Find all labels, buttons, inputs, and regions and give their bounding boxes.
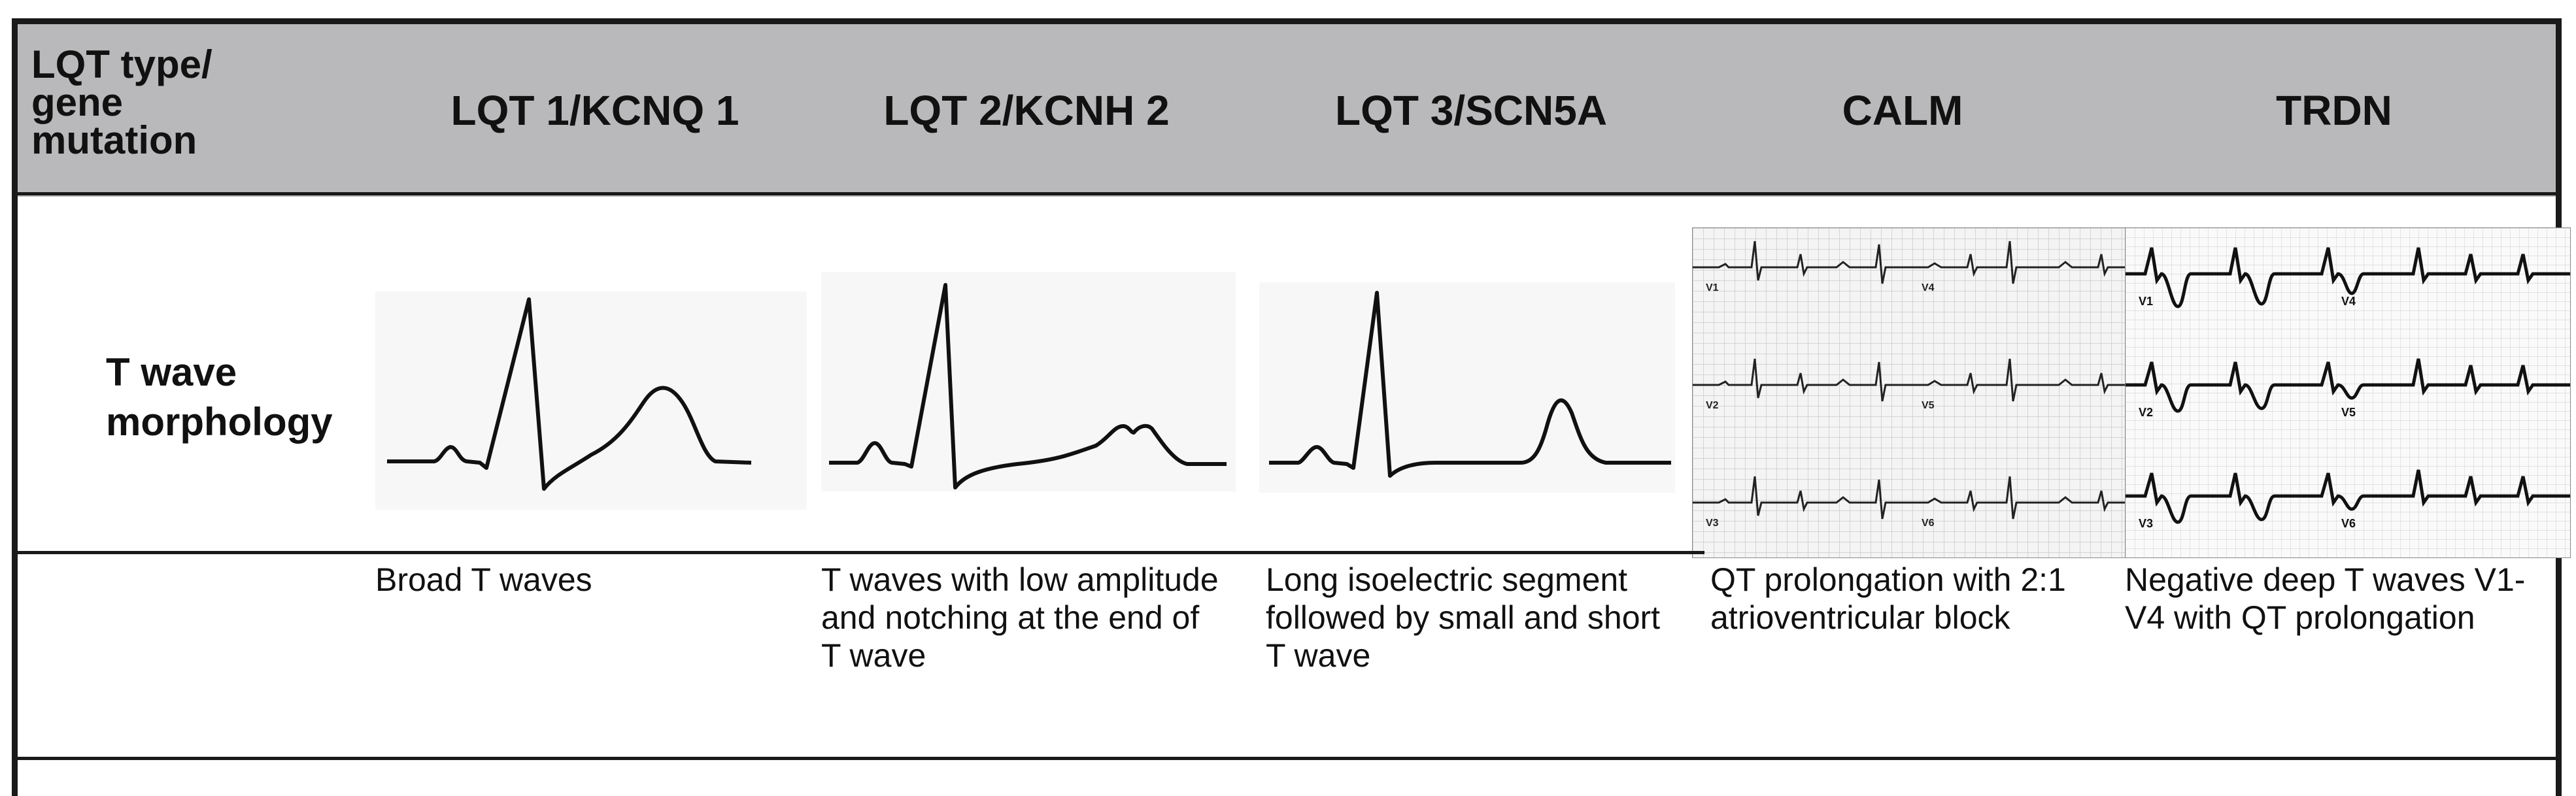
table-bottom-divider (18, 757, 2556, 760)
caption-calm: QT prolongation with 2:1 atrioventricular block (1710, 561, 2066, 636)
column-header-calm: CALM (1842, 87, 1963, 134)
header-row-label: LQT type/ gene mutation (31, 42, 212, 162)
calm-lead-v6: V6 (1922, 518, 1935, 529)
trdn-lead-v6: V6 (2341, 517, 2356, 530)
ecg-strip-trdn (2125, 227, 2571, 558)
caption-lqt3: Long isoelectric segment followed by small and short T wave (1266, 561, 1661, 674)
row-divider (18, 551, 1704, 554)
calm-lead-v5: V5 (1922, 400, 1935, 411)
calm-lead-v2: V2 (1706, 400, 1719, 411)
column-header-lqt2: LQT 2/KCNH 2 (883, 87, 1170, 134)
caption-trdn: Negative deep T waves V1-V4 with QT prolongation (2125, 561, 2526, 636)
column-header-trdn: TRDN (2276, 87, 2392, 134)
ecg-waveform-lqt1 (375, 291, 807, 510)
calm-lead-v3: V3 (1706, 518, 1719, 529)
trdn-lead-v3: V3 (2139, 517, 2154, 530)
trdn-lead-v2: V2 (2139, 406, 2154, 419)
caption-lqt1: Broad T waves (375, 561, 592, 598)
row-label-t-wave: T wave morphology (106, 350, 333, 444)
ecg-waveform-lqt3 (1259, 282, 1675, 493)
column-header-lqt1: LQT 1/KCNQ 1 (450, 87, 739, 134)
caption-lqt2: T waves with low amplitude and notching at the end of T wave (821, 561, 1219, 674)
ecg-waveform-lqt2 (821, 272, 1236, 491)
column-header-lqt3: LQT 3/SCN5A (1334, 87, 1608, 134)
trdn-lead-v5: V5 (2341, 406, 2356, 419)
calm-lead-v4: V4 (1922, 282, 1935, 293)
trdn-lead-v4: V4 (2341, 295, 2356, 308)
calm-lead-v1: V1 (1706, 282, 1719, 293)
trdn-lead-v1: V1 (2139, 295, 2154, 308)
ecg-strip-calm (1692, 227, 2126, 558)
